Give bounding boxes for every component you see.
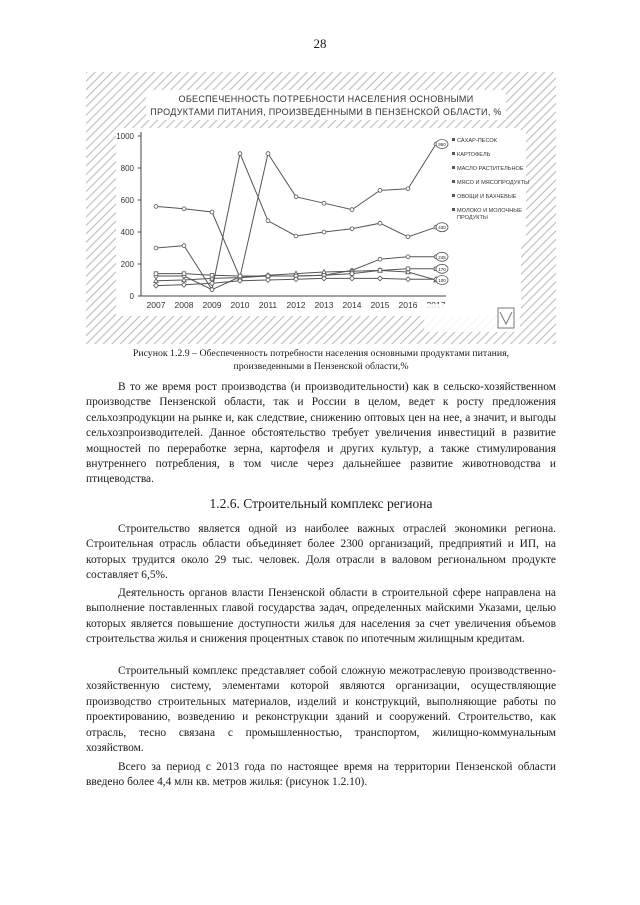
figure-caption (86, 347, 556, 373)
data-point (406, 235, 410, 239)
legend-label: ПРОДУКТЫ (457, 215, 488, 221)
x-tick-label: 2015 (370, 300, 390, 310)
line-chart (86, 72, 556, 344)
legend-swatch (452, 180, 455, 183)
paragraph-construction-overview: Строительство является одной из наиболее важных отраслей экономики региона. Строительная отрасль области объединяет более 2300 организаций, предприятий и ИП, на которых трудится около 29 тыс. человек. Доля отрасли в валовом региональном продукте составляет 6,5%. (86, 523, 556, 582)
data-point (266, 219, 270, 223)
legend-label: ОВОЩИ И БАХЧЕВЫЕ (457, 194, 517, 200)
legend-swatch (452, 208, 455, 211)
data-point (154, 272, 158, 276)
data-point (406, 255, 410, 259)
x-tick-label: 2010 (230, 300, 250, 310)
data-point (350, 272, 354, 276)
data-point (182, 244, 186, 248)
data-point (238, 274, 242, 278)
end-label: 950 (438, 142, 446, 147)
y-tick-label: 0 (129, 292, 134, 301)
y-tick-label: 200 (120, 260, 134, 269)
data-point (210, 288, 214, 292)
chart-title-line1: ОБЕСПЕЧЕННОСТЬ ПОТРЕБНОСТИ НАСЕЛЕНИЯ ОСНОВНЫМИ (178, 94, 474, 104)
end-label: 100 (438, 278, 446, 283)
x-tick-label: 2008 (174, 300, 194, 310)
legend-swatch (452, 194, 455, 197)
legend-label: МАСЛО РАСТИТЕЛЬНОЕ (457, 166, 524, 172)
paragraph-agriculture: В то же время рост производства (и производительности) как в сельско-хозяйственном производстве Пензенской области, так и России в целом, ведет к росту предложения сельхозпродукции на рынке и, как следствие, снижению оптовых цен на нее, а значит, и выгоды сельхозпроизводителей. Данное обстоятельство требует увеличения инвестиций в развитие мощностей по переработке зерна, картофеля и других культур, а также стимулирования внутреннего потребления, в том числе через дальнейшее развитие животноводства и птицеводства. (86, 381, 556, 486)
x-tick-label: 2007 (146, 300, 166, 310)
data-point (378, 269, 382, 273)
legend-swatch (452, 152, 455, 155)
legend-swatch (452, 166, 455, 169)
data-point (182, 207, 186, 211)
data-point (266, 152, 270, 156)
data-point (350, 227, 354, 231)
legend-swatch (452, 138, 455, 141)
caption-line-1: Рисунок 1.2.9 – Обеспеченность потребности населения основными продуктами питания, (132, 348, 510, 359)
data-point (154, 246, 158, 250)
y-tick-label: 400 (120, 228, 134, 237)
y-tick-label: 600 (120, 196, 134, 205)
x-tick-label: 2013 (314, 300, 334, 310)
data-point (154, 205, 158, 209)
paragraph-construction-complex: Строительный комплекс представляет собой сложную межотраслевую производственно-хозяйственную систему, элементами которой являются организации, осуществляющие производство строительных материалов, изделий и конструкций, выполняющие работы по проектированию, возведению и реконструкции зданий и сооружений. Строительство, как отрасль, тесно связана с промышленностью, транспортом, жилищно-коммунальным хозяйством. (86, 665, 556, 755)
data-point (322, 201, 326, 205)
caption-line-2: произведенными в Пензенской области,% (233, 361, 409, 372)
figure-chart (86, 72, 556, 344)
end-label: 170 (438, 266, 446, 272)
data-point (210, 210, 214, 214)
data-point (406, 187, 410, 191)
legend-label: САХАР-ПЕСОК (457, 138, 497, 144)
y-tick-label: 1000 (116, 132, 134, 141)
x-tick-label: 2016 (398, 300, 418, 310)
y-tick-label: 800 (120, 164, 134, 173)
data-point (182, 272, 186, 276)
legend-background (446, 132, 526, 242)
x-tick-label: 2009 (202, 300, 222, 310)
end-label: 430 (438, 225, 446, 231)
x-tick-label: 2012 (286, 300, 306, 310)
paragraph-housing-total: Всего за период с 2013 года по настоящее время на территории Пензенской области введено более 4,4 млн кв. метров жилья: (рисунок 1.2.10). (86, 761, 556, 789)
chart-title-line2: ПРОДУКТАМИ ПИТАНИЯ, ПРОИЗВЕДЕННЫМИ В ПЕНЗЕНСКОЙ ОБЛАСТИ, % (150, 107, 502, 117)
page-number: 28 (313, 36, 327, 51)
data-point (238, 152, 242, 156)
data-point (322, 230, 326, 234)
data-point (294, 234, 298, 238)
data-point (294, 195, 298, 199)
legend-label: КАРТОФЕЛЬ (457, 152, 491, 158)
data-point (210, 273, 214, 277)
data-point (350, 208, 354, 212)
legend-label: МЯСО И МЯСОПРОДУКТЫ (457, 180, 529, 186)
paragraph-government-activity: Деятельность органов власти Пензенской области в строительной сфере направлена на выполнение поставленных главой государства задач, определенных майскими Указами, целью которых является повышение доступности жилья для населения за счет увеличения объемов строительства жилья и снижения процентных ставок по ипотечным жилищным кредитам. (86, 587, 556, 646)
chart-title (146, 90, 506, 120)
legend-label: МОЛОКО И МОЛОЧНЫЕ (457, 208, 522, 214)
section-heading: 1.2.6. Строительный комплекс региона (209, 496, 433, 511)
end-label: 245 (438, 254, 446, 260)
watermark-logo (424, 304, 520, 332)
data-point (378, 221, 382, 225)
x-tick-label: 2011 (258, 300, 278, 310)
data-point (378, 257, 382, 261)
data-point (378, 189, 382, 193)
x-tick-label: 2014 (342, 300, 362, 310)
data-point (406, 267, 410, 271)
